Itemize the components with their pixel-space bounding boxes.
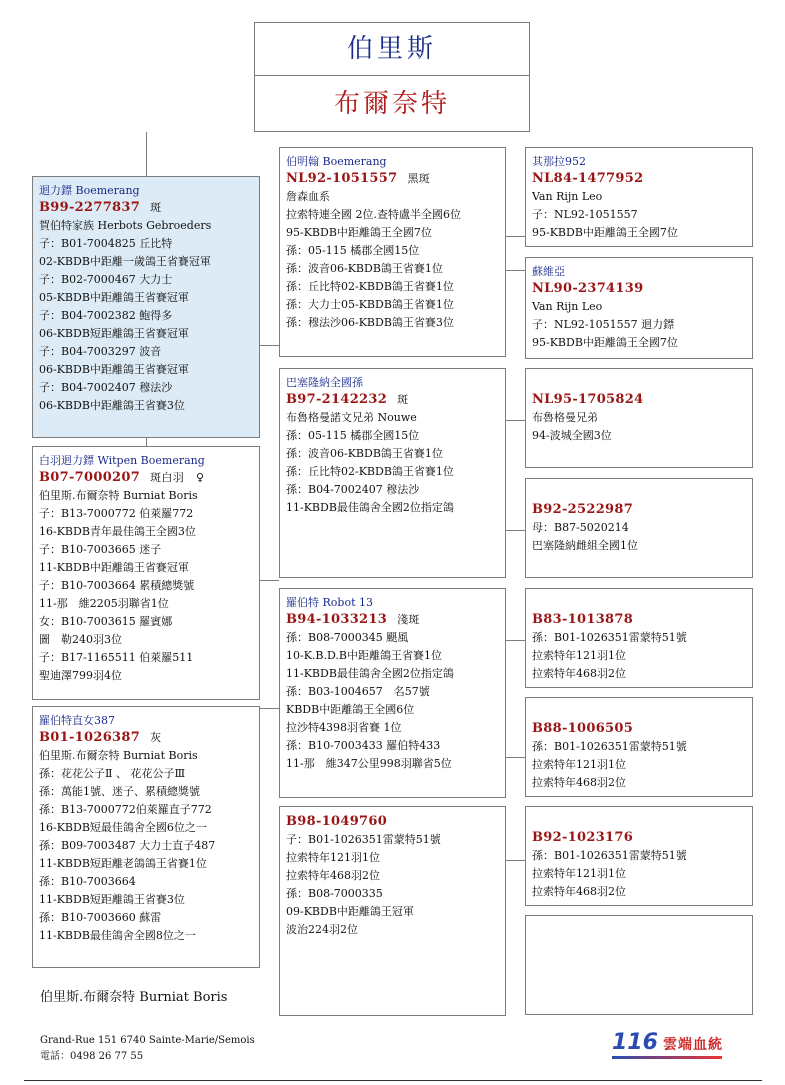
info-lines — [39, 487, 253, 685]
info-line: 子：B04-7002407 穆法沙 — [39, 381, 173, 394]
logo-underline — [612, 1056, 722, 1059]
info-line: 孫：萬能1號、迷子、累積總獎號 — [39, 785, 200, 798]
info-line: 拉索特年468羽2位 — [286, 869, 380, 882]
gp-card-4 — [525, 478, 753, 578]
pigeon-name: 羅伯特直女387 — [39, 714, 115, 727]
info-line: 伯里斯.布爾奈特 Burniat Boris — [39, 489, 198, 502]
info-lines — [532, 519, 746, 555]
title-bottom: 布爾奈特 — [333, 89, 450, 119]
info-line: 子：B10-7003665 迷子 — [39, 543, 162, 556]
info-line: 06-KBDB中距離鴿王省賽冠軍 — [39, 363, 189, 376]
info-line: 06-KBDB短距離鴿王省賽冠軍 — [39, 327, 189, 340]
title-box — [254, 22, 530, 132]
info-line: 94-波城全國3位 — [532, 429, 612, 442]
info-line: 11-KBDB短距離老鴿鴿王省賽1位 — [39, 857, 207, 870]
info-line: 布魯格曼諾文兄弟 Nouwe — [286, 411, 417, 424]
info-lines — [286, 629, 499, 773]
info-line: 11-那 維2205羽聯省1位 — [39, 597, 169, 610]
address-block — [40, 1033, 255, 1065]
info-line: 孫：B08-7000345 颶風 — [286, 631, 409, 644]
info-line: 孫：B13-7000772伯萊羅直子772 — [39, 803, 212, 816]
info-line: 孫：波音06-KBDB鴿王省賽1位 — [286, 262, 443, 275]
logo-text: 雲端血統 — [663, 1037, 724, 1053]
info-line: 孫：穆法沙06-KBDB鴿王省賽3位 — [286, 316, 454, 329]
pigeon-name: 迴力鏢 Boemerang — [39, 184, 140, 197]
connector — [505, 860, 525, 861]
sire-dam-card — [279, 368, 506, 578]
ring-number — [286, 170, 499, 188]
info-line: 拉索特年121羽1位 — [532, 649, 626, 662]
info-line: 圖 勒240羽3位 — [39, 633, 122, 646]
info-line: 子：B04-7002382 鮑得多 — [39, 309, 173, 322]
pigeon-name: 蘇維亞 — [532, 265, 565, 278]
info-line: 子：B17-1165511 伯萊羅511 — [39, 651, 194, 664]
info-line: 16-KBDB青年最佳鴿王全國3位 — [39, 525, 196, 538]
info-line: 11-那 維347公里998羽聯省5位 — [286, 757, 452, 770]
pigeon-name: 羅伯特 Robot 13 — [286, 596, 373, 609]
info-lines — [532, 738, 746, 792]
info-line: 子：B13-7000772 伯萊羅772 — [39, 507, 194, 520]
info-line: 拉索特年468羽2位 — [532, 667, 626, 680]
subject-card — [32, 176, 260, 438]
info-line: 拉索特連全國 2位.查特盧半全國6位 — [286, 208, 461, 221]
info-line: 孫：丘比特02-KBDB鴿王省賽1位 — [286, 465, 454, 478]
info-line: 拉索特年468羽2位 — [532, 776, 626, 789]
info-line: 孫：B04-7002407 穆法沙 — [286, 483, 420, 496]
info-lines — [532, 847, 746, 901]
dam-dam-card — [32, 706, 260, 968]
info-line: 02-KBDB中距離一歲鴿王省賽冠軍 — [39, 255, 211, 268]
info-line: Van Rijn Leo — [532, 300, 603, 313]
ring-number: B92-2522987 — [532, 502, 634, 517]
info-line: 05-KBDB中距離鴿王省賽冠軍 — [39, 291, 189, 304]
info-line: 子：B02-7000467 大力士 — [39, 273, 173, 286]
info-line: 孫：B10-7003433 羅伯特433 — [286, 739, 441, 752]
color-text: 灰 — [150, 731, 162, 744]
ring-number — [286, 611, 499, 629]
gp-card-2 — [525, 257, 753, 359]
connector — [505, 420, 525, 421]
gp-card-8-empty — [525, 915, 753, 1015]
connector — [259, 345, 279, 346]
info-line: 孫：B09-7003487 大力士直子487 — [39, 839, 216, 852]
info-line: 子：NL92-1051557 — [532, 208, 638, 221]
info-line: KBDB中距離鴿王全國6位 — [286, 703, 415, 716]
ring-number: NL95-1705824 — [532, 392, 644, 407]
gp-card-1 — [525, 147, 753, 247]
phone: 電話：0498 26 77 55 — [40, 1051, 144, 1062]
info-line: 巴塞隆納雌組全國1位 — [532, 539, 638, 552]
gp-card-7 — [525, 806, 753, 906]
info-line: 10-K.B.D.B中距離鴿王省賽1位 — [286, 649, 443, 662]
ring-text: B07-7000207 — [39, 470, 141, 485]
info-line: 拉索特年468羽2位 — [532, 885, 626, 898]
info-lines — [532, 188, 746, 242]
gp-card-5 — [525, 588, 753, 688]
info-line: 拉索特年121羽1位 — [532, 867, 626, 880]
info-line: 11-KBDB短距離鴿王省賽3位 — [39, 893, 185, 906]
info-line: 孫：B10-7003660 蘇雷 — [39, 911, 162, 924]
color-text: 斑 — [397, 393, 409, 406]
connector — [505, 270, 525, 271]
info-line: 賀伯特家族 Herbots Gebroeders — [39, 219, 212, 232]
sire-sire-card — [279, 147, 506, 357]
info-line: 子：B01-7004825 丘比特 — [39, 237, 173, 250]
info-line: 11-KBDB最佳鴿舍全國8位之一 — [39, 929, 196, 942]
info-line: 伯里斯.布爾奈特 Burniat Boris — [39, 749, 198, 762]
ring-number: B88-1006505 — [532, 721, 634, 736]
info-line: 拉索特年121羽1位 — [286, 851, 380, 864]
ring-number: NL84-1477952 — [532, 171, 644, 186]
info-line: Van Rijn Leo — [532, 190, 603, 203]
ring-number — [39, 729, 253, 747]
gp-card-3 — [525, 368, 753, 468]
info-line: 95-KBDB中距離鴿王全國7位 — [532, 336, 678, 349]
connector — [505, 530, 525, 531]
info-line: 孫：B10-7003664 — [39, 875, 136, 888]
info-line: 孫：大力士05-KBDB鴿王省賽1位 — [286, 298, 454, 311]
color-text: 斑白羽 — [150, 471, 184, 484]
dam-card — [32, 446, 260, 700]
bottom-divider — [24, 1080, 762, 1081]
info-line: 波治224羽2位 — [286, 923, 358, 936]
info-line: 孫：05-115 橘郡全國15位 — [286, 244, 420, 257]
info-lines — [286, 831, 499, 939]
pigeon-name: 巴塞隆納全國孫 — [286, 376, 363, 389]
title-top: 伯里斯 — [255, 23, 529, 76]
info-line: 布魯格曼兄弟 — [532, 411, 598, 424]
ring-text: B01-1026387 — [39, 730, 141, 745]
info-line: 子：NL92-1051557 迴力鏢 — [532, 318, 675, 331]
info-line: 孫：丘比特02-KBDB鴿王省賽1位 — [286, 280, 454, 293]
connector — [146, 437, 147, 446]
info-line: 孫：B01-1026351雷蒙特51號 — [532, 631, 687, 644]
address: Grand-Rue 151 6740 Sainte-Marie/Semois — [40, 1035, 255, 1046]
gp-card-6 — [525, 697, 753, 797]
ring-text: NL92-1051557 — [286, 171, 398, 186]
info-line: 母：B87-5020214 — [532, 521, 629, 534]
color-text: 淺斑 — [397, 613, 420, 626]
ring-text: B97-2142232 — [286, 392, 388, 407]
info-line: 06-KBDB中距離鴿王省賽3位 — [39, 399, 185, 412]
ring-number: NL90-2374139 — [532, 281, 644, 296]
pigeon-name: 其那拉952 — [532, 155, 586, 168]
info-lines — [532, 629, 746, 683]
connector — [146, 132, 147, 176]
info-line: 聖迪澤799羽4位 — [39, 669, 122, 682]
info-line: 11-KBDB中距離鴿王省賽冠軍 — [39, 561, 189, 574]
info-line: 95-KBDB中距離鴿王全國7位 — [532, 226, 678, 239]
info-line: 孫：花花公子Ⅱ 、 花花公子Ⅲ — [39, 767, 186, 780]
ring-text: B99-2277837 — [39, 200, 141, 215]
info-line: 子：B04-7003297 波音 — [39, 345, 162, 358]
pigeon-name: 白羽迴力鏢 Witpen Boemerang — [39, 454, 205, 467]
info-lines — [532, 409, 746, 445]
info-lines — [39, 747, 253, 945]
connector — [259, 708, 279, 709]
info-line: 拉沙特4398羽省賽 1位 — [286, 721, 402, 734]
ring-number — [286, 391, 499, 409]
info-line: 孫：B01-1026351雷蒙特51號 — [532, 740, 687, 753]
info-line: 子：B01-1026351雷蒙特51號 — [286, 833, 441, 846]
ring-number — [39, 469, 253, 487]
info-line: 16-KBDB短最佳鴿舍全國6位之一 — [39, 821, 207, 834]
ring-text: B94-1033213 — [286, 612, 388, 627]
pigeon-name: 伯明翰 Boemerang — [286, 155, 387, 168]
info-line: 拉索特年121羽1位 — [532, 758, 626, 771]
info-lines — [286, 409, 499, 517]
connector — [505, 640, 525, 641]
info-line: 子：B10-7003664 累積總獎號 — [39, 579, 195, 592]
info-line: 女：B10-7003615 羅賓娜 — [39, 615, 173, 628]
ring-number: B83-1013878 — [532, 612, 634, 627]
ring-number: B98-1049760 — [286, 814, 388, 829]
info-lines — [39, 217, 253, 415]
info-line: 孫：B08-7000335 — [286, 887, 383, 900]
female-symbol-icon: ♀ — [196, 471, 205, 484]
info-line: 孫：B03-1004657 名57號 — [286, 685, 430, 698]
info-line: 孫：波音06-KBDB鴿王省賽1位 — [286, 447, 443, 460]
color-text: 黑斑 — [407, 172, 431, 185]
info-line: 11-KBDB最佳鴿舍全國2位指定鴿 — [286, 501, 454, 514]
info-lines — [532, 298, 746, 352]
dam-dam2-card — [279, 806, 506, 1016]
connector — [259, 580, 279, 581]
info-line: 09-KBDB中距離鴿王冠軍 — [286, 905, 414, 918]
ring-number — [39, 199, 253, 217]
info-line: 詹森血系 — [286, 190, 330, 203]
dam-sire-card — [279, 588, 506, 798]
info-line: 11-KBDB最佳鴿舍全國2位指定鴿 — [286, 667, 454, 680]
info-line: 孫：B01-1026351雷蒙特51號 — [532, 849, 687, 862]
brand-logo — [612, 1030, 723, 1055]
owner-name: 伯里斯.布爾奈特 Burniat Boris — [40, 990, 228, 1005]
color-text: 斑 — [150, 201, 162, 214]
info-lines — [286, 188, 499, 332]
info-line: 95-KBDB中距離鴿王全國7位 — [286, 226, 432, 239]
connector — [505, 757, 525, 758]
logo-number: 116 — [612, 1030, 658, 1055]
connector — [505, 236, 525, 237]
info-line: 孫：05-115 橘郡全國15位 — [286, 429, 420, 442]
ring-number: B92-1023176 — [532, 830, 634, 845]
